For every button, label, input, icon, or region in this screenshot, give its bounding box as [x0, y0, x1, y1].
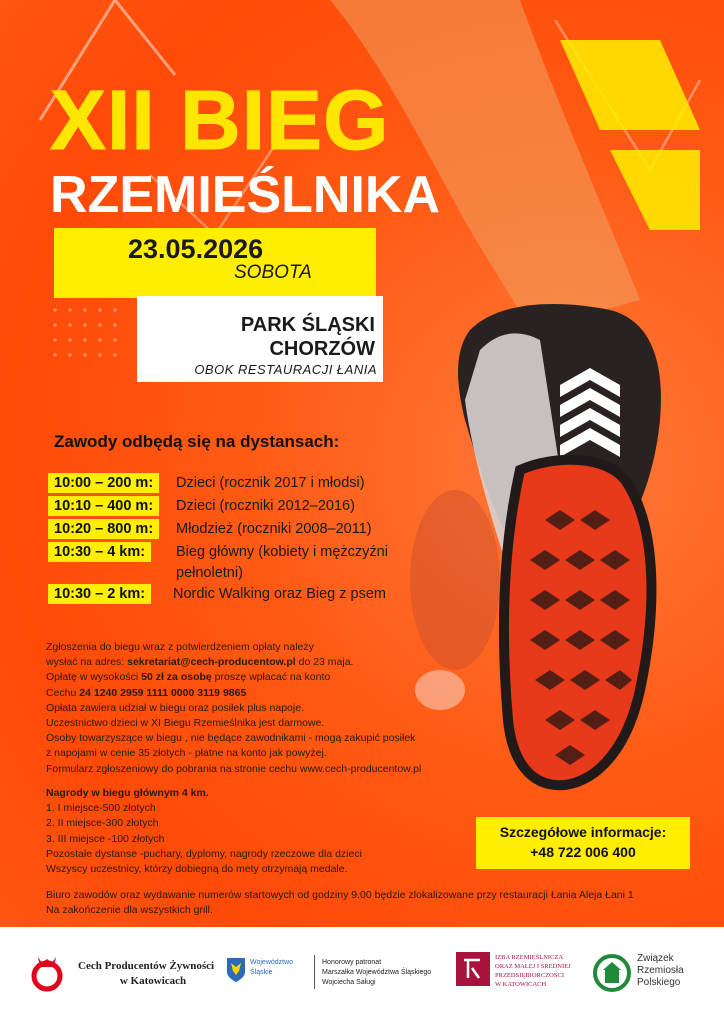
info-line: Opłatę w wysokości 50 zł za osobę proszę wpłacać na konto	[46, 671, 331, 684]
info-line: Uczestnictwo dzieci w XI Biegu Rzemieślnika jest darmowe.	[46, 717, 325, 730]
bottom-info	[46, 888, 686, 918]
prize-item: 3. III miejsce -100 złotych	[46, 832, 165, 845]
info-line: Cechu 24 1240 2959 1111 0000 3119 9865	[46, 686, 247, 699]
title-line-1: XII BIEG	[50, 73, 390, 167]
prize-item: 1. I miejsce-500 złotych	[46, 802, 156, 815]
izba-line-1: IZBA RZEMIEŚLNICZA	[495, 954, 564, 961]
contact-label: Szczegółowe informacje:	[499, 824, 667, 840]
zrp-line-3: Polskiego	[637, 977, 681, 988]
woj-line-1: Województwo	[250, 959, 294, 966]
patron-line-2: Marszałka Województwa Śląskiego	[322, 969, 432, 976]
bottom-line: Biuro zawodów oraz wydawanie numerów startowych od godziny 9.00 będzie zlokalizowane przy restauracji Łania Aleja Łani 1	[46, 889, 634, 901]
event-date: 23.05.2026	[128, 234, 264, 264]
info-line: Osoby towarzyszące w biegu , nie będące zawodnikami - mogą zakupić posiłek	[46, 732, 416, 745]
info-line: wysłać na adres: sekretariat@cech-producentow.pl do 23 maja.	[46, 656, 354, 669]
info-line: Formularz zgłoszeniowy do pobrania na stronie cechu www.cech-producentow.pl	[46, 762, 422, 775]
patron-line-1: Honorowy patronat	[322, 959, 382, 966]
info-line: Zgłoszenia do biegu wraz z potwierdzeniem opłaty należy	[46, 641, 314, 653]
distance-desc: Nordic Walking oraz Bieg z psem	[173, 586, 387, 602]
prize-note: Wszyscy uczestnicy, którzy dobiegną do mety otrzymają medale.	[46, 863, 348, 876]
zrp-line-1: Związek	[637, 953, 674, 964]
distance-desc: Dzieci (roczniki 2012–2016)	[176, 498, 355, 514]
registration-info	[46, 640, 516, 777]
izba-line-4: W KATOWICACH	[495, 981, 547, 988]
distance-desc-cont: pełnoletni)	[176, 565, 243, 581]
distance-desc: Bieg główny (kobiety i mężczyźni	[176, 544, 388, 560]
event-day: SOBOTA	[234, 262, 312, 283]
distance-time: 10:00 – 200 m:	[48, 473, 159, 493]
distance-desc: Dzieci (rocznik 2017 i młodsi)	[176, 475, 365, 491]
yellow-stripe-2	[610, 150, 700, 230]
venue-line-3: OBOK RESTAURACJI ŁANIA	[194, 362, 377, 377]
bottom-line: Na zakończenie dla wszystkich grill.	[46, 904, 213, 917]
silesia-coat-of-arms-icon	[226, 957, 246, 983]
title-line-2: RZEMIEŚLNIKA	[50, 166, 440, 224]
cech-city: w Katowicach	[119, 975, 187, 987]
zrp-line-2: Rzemiosła	[637, 965, 684, 976]
email-link[interactable]: sekretariat@cech-producentow.pl	[127, 656, 296, 669]
prizes-section	[46, 786, 476, 877]
sponsors-footer	[0, 927, 724, 1024]
fee-amount: 50 zł za osobę	[141, 671, 212, 684]
info-line: z napojami w cenie 35 złotych - płatne na konto jak powyżej.	[46, 747, 327, 760]
patron-line-3: Wojciecha Saługi	[322, 979, 376, 986]
dot-grid	[53, 308, 116, 356]
prize-note: Pozostałe dystanse -puchary, dyplomy, nagrody rzeczowe dla dzieci	[46, 847, 362, 860]
cech-name: Cech Producentów Żywności	[78, 960, 215, 972]
prizes-heading: Nagrody w biegu głównym 4 km.	[46, 787, 209, 799]
woj-line-2: Śląskie	[250, 969, 273, 976]
izba-logo-icon	[455, 951, 491, 987]
distance-time: 10:30 – 2 km:	[48, 584, 151, 604]
izba-line-3: PRZEDSIĘBIORCZOŚCI	[495, 972, 564, 979]
distance-desc: Młodzież (roczniki 2008–2011)	[176, 521, 372, 537]
contact-phone[interactable]: +48 722 006 400	[530, 844, 636, 860]
prize-item: 2. II miejsce-300 złotych	[46, 817, 159, 830]
venue-line-1: PARK ŚLĄSKI	[240, 314, 375, 336]
distance-time: 10:10 – 400 m:	[48, 496, 159, 516]
cech-logo-icon	[28, 949, 66, 993]
distance-time: 10:30 – 4 km:	[48, 542, 151, 562]
yellow-stripe-1	[560, 40, 700, 130]
footer-divider	[314, 955, 315, 989]
distance-time: 10:20 – 800 m:	[48, 519, 159, 539]
zrp-logo-icon	[592, 949, 632, 993]
izba-line-2: ORAZ MAŁEJ I ŚREDNIEJ	[495, 963, 571, 970]
distances-heading: Zawody odbędą się na dystansach:	[54, 432, 340, 451]
venue-line-2: CHORZÓW	[269, 338, 375, 360]
bank-account: 24 1240 2959 1111 0000 3119 9865	[79, 686, 247, 699]
info-line: Opłata zawiera udział w biegu oraz posiłek plus napoje.	[46, 701, 304, 714]
